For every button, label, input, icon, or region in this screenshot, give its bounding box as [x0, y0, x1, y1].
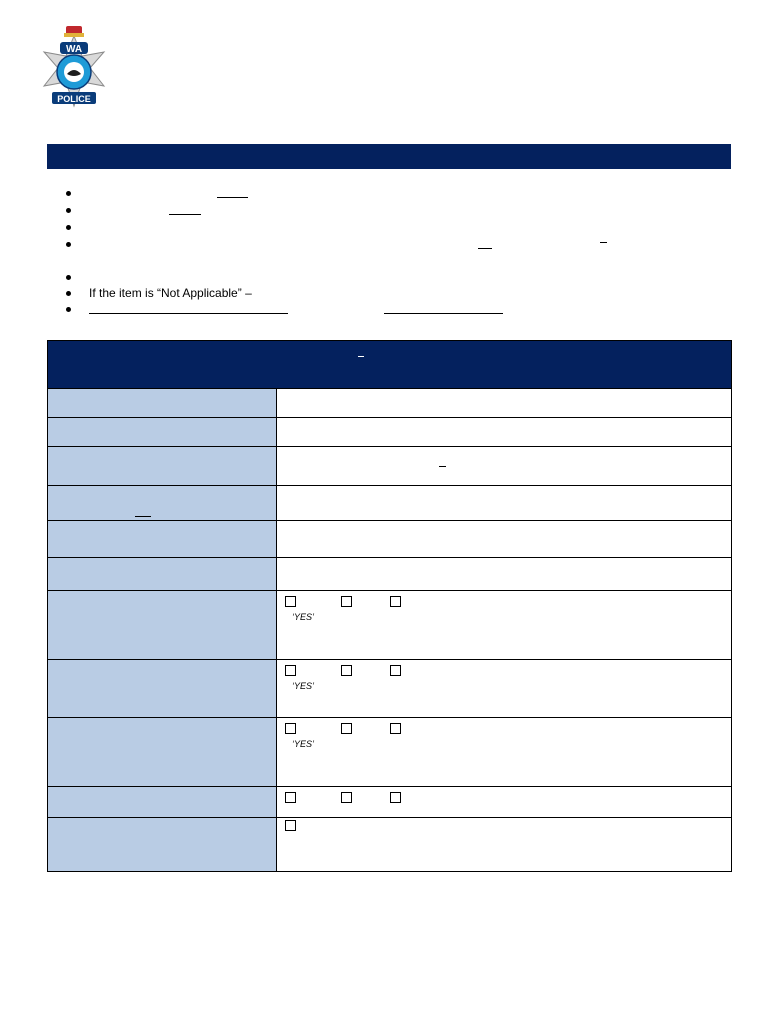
field-input-cell[interactable]	[277, 558, 732, 591]
form-table-header	[48, 341, 732, 389]
dash-mark	[600, 242, 607, 243]
checkbox-cell	[277, 718, 732, 787]
checkbox-cell	[277, 591, 732, 660]
yes-marker: ‘YES’	[292, 739, 315, 749]
field-input-cell[interactable]	[277, 389, 732, 418]
checkbox[interactable]	[285, 665, 296, 676]
checkbox[interactable]	[390, 596, 401, 607]
not-applicable-text: If the item is “Not Applicable” –	[89, 286, 252, 300]
form-title-bar	[47, 144, 731, 169]
checkbox[interactable]	[341, 596, 352, 607]
checkbox[interactable]	[341, 723, 352, 734]
checkbox[interactable]	[390, 792, 401, 803]
field-label-cell	[48, 818, 277, 872]
checkbox[interactable]	[285, 723, 296, 734]
field-label-cell	[48, 787, 277, 818]
checkbox[interactable]	[285, 792, 296, 803]
underline	[89, 313, 288, 314]
field-label-cell	[48, 389, 277, 418]
field-label-cell	[48, 591, 277, 660]
field-label-cell	[48, 660, 277, 718]
underline	[384, 313, 503, 314]
checkbox[interactable]	[341, 792, 352, 803]
field-label-cell	[48, 521, 277, 558]
field-input-cell[interactable]	[277, 521, 732, 558]
checkbox-cell	[277, 660, 732, 718]
field-input-cell[interactable]	[277, 418, 732, 447]
checkbox-cell	[277, 818, 732, 872]
checkbox[interactable]	[285, 596, 296, 607]
field-label-cell	[48, 447, 277, 486]
logo-bottom-text: POLICE	[57, 94, 91, 104]
field-input-cell[interactable]	[277, 447, 732, 486]
field-label-cell	[48, 486, 277, 521]
checkbox[interactable]	[390, 723, 401, 734]
checkbox[interactable]	[390, 665, 401, 676]
field-label-cell	[48, 418, 277, 447]
underline	[478, 248, 492, 249]
field-input-cell[interactable]	[277, 486, 732, 521]
checkbox[interactable]	[341, 665, 352, 676]
underline	[169, 214, 201, 215]
checkbox[interactable]	[285, 820, 296, 831]
yes-marker: ‘YES’	[292, 612, 315, 622]
checkbox-cell	[277, 787, 732, 818]
logo-top-text: WA	[65, 44, 83, 55]
yes-marker: ‘YES’	[292, 681, 315, 691]
field-label-cell	[48, 718, 277, 787]
underline	[217, 197, 248, 198]
form-table	[47, 340, 732, 872]
field-label-cell	[48, 558, 277, 591]
wa-police-crest-icon	[36, 22, 112, 114]
